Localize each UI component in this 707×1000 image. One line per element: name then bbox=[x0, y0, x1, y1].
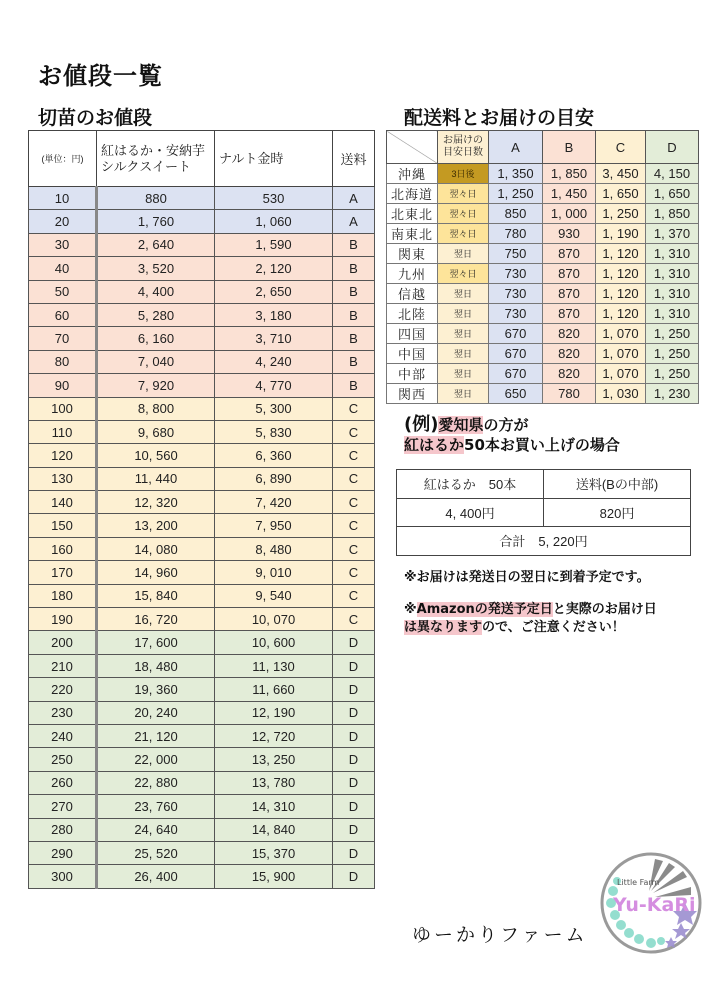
zone-d-fee-cell: 1, 230 bbox=[646, 384, 699, 404]
farm-name: ゆーかりファーム bbox=[412, 924, 588, 946]
zone-c-fee-cell: 1, 120 bbox=[596, 264, 646, 284]
beni-price-cell: 4, 400 bbox=[97, 280, 215, 303]
delivery-days-header bbox=[438, 131, 489, 164]
beni-price-cell: 14, 080 bbox=[97, 537, 215, 560]
price-row bbox=[29, 724, 375, 747]
zone-cell: D bbox=[333, 795, 375, 818]
price-row bbox=[29, 584, 375, 607]
beni-price-cell: 24, 640 bbox=[97, 818, 215, 841]
quantity-cell: 250 bbox=[29, 748, 97, 771]
delivery-days-cell: 翌々日 bbox=[438, 204, 489, 224]
delivery-days-cell: 翌日 bbox=[438, 344, 489, 364]
naruto-price-cell: 6, 890 bbox=[215, 467, 333, 490]
quantity-cell: 30 bbox=[29, 233, 97, 256]
shipping-table bbox=[386, 130, 699, 404]
quantity-cell: 160 bbox=[29, 537, 97, 560]
delivery-days-cell: 翌日 bbox=[438, 284, 489, 304]
naruto-price-cell: 1, 590 bbox=[215, 233, 333, 256]
beni-price-cell: 26, 400 bbox=[97, 865, 215, 888]
zone-cell: D bbox=[333, 678, 375, 701]
zone-b-fee-cell: 780 bbox=[543, 384, 596, 404]
shipping-row bbox=[387, 184, 699, 204]
example-total-row bbox=[397, 527, 691, 556]
zone-cell: D bbox=[333, 748, 375, 771]
price-row bbox=[29, 491, 375, 514]
naruto-price-cell: 1, 060 bbox=[215, 210, 333, 233]
zone-cell: C bbox=[333, 467, 375, 490]
logo-circle-icon bbox=[599, 851, 703, 955]
price-row bbox=[29, 561, 375, 584]
zone-cell: B bbox=[333, 303, 375, 326]
shipping-row bbox=[387, 364, 699, 384]
delivery-note: ※お届けは発送日の翌日に到着予定です。 bbox=[404, 570, 650, 585]
shipping-row bbox=[387, 324, 699, 344]
note-highlight-amazon: Amazonの発送予定日 bbox=[416, 602, 553, 617]
quantity-cell: 190 bbox=[29, 608, 97, 631]
beni-price-cell: 19, 360 bbox=[97, 678, 215, 701]
example-item-label: 紅はるか 50本 bbox=[397, 470, 544, 499]
naruto-price-cell: 530 bbox=[215, 187, 333, 210]
zone-c-fee-cell: 1, 120 bbox=[596, 304, 646, 324]
days-header-line1: お届けの bbox=[443, 135, 483, 146]
price-row bbox=[29, 444, 375, 467]
naruto-price-cell: 12, 190 bbox=[215, 701, 333, 724]
shipping-row bbox=[387, 164, 699, 184]
zone-b-header: B bbox=[543, 131, 596, 164]
naruto-price-cell: 12, 720 bbox=[215, 724, 333, 747]
price-row bbox=[29, 327, 375, 350]
zone-c-header: C bbox=[596, 131, 646, 164]
beni-header-line2: シルクスイート bbox=[101, 158, 192, 174]
example-product-highlight: 紅はるか bbox=[404, 436, 465, 454]
price-row bbox=[29, 280, 375, 303]
logo-main-text: Yu-KaRi bbox=[613, 894, 696, 916]
zone-a-header: A bbox=[489, 131, 543, 164]
naruto-price-cell: 10, 070 bbox=[215, 608, 333, 631]
quantity-cell: 150 bbox=[29, 514, 97, 537]
zone-b-fee-cell: 820 bbox=[543, 364, 596, 384]
delivery-days-cell: 3日後 bbox=[438, 164, 489, 184]
zone-b-fee-cell: 820 bbox=[543, 344, 596, 364]
beni-header bbox=[97, 131, 215, 187]
zone-a-fee-cell: 730 bbox=[489, 264, 543, 284]
zone-cell: D bbox=[333, 818, 375, 841]
price-row bbox=[29, 818, 375, 841]
zone-cell: D bbox=[333, 865, 375, 888]
zone-cell: B bbox=[333, 350, 375, 373]
quantity-cell: 270 bbox=[29, 795, 97, 818]
quantity-cell: 10 bbox=[29, 187, 97, 210]
zone-cell: D bbox=[333, 841, 375, 864]
price-row bbox=[29, 865, 375, 888]
quantity-cell: 170 bbox=[29, 561, 97, 584]
naruto-price-cell: 13, 780 bbox=[215, 771, 333, 794]
quantity-cell: 300 bbox=[29, 865, 97, 888]
naruto-price-cell: 3, 180 bbox=[215, 303, 333, 326]
quantity-cell: 130 bbox=[29, 467, 97, 490]
quantity-cell: 70 bbox=[29, 327, 97, 350]
price-row bbox=[29, 467, 375, 490]
price-row bbox=[29, 233, 375, 256]
delivery-days-cell: 翌日 bbox=[438, 244, 489, 264]
zone-b-fee-cell: 870 bbox=[543, 264, 596, 284]
zone-b-fee-cell: 1, 450 bbox=[543, 184, 596, 204]
naruto-price-cell: 14, 840 bbox=[215, 818, 333, 841]
naruto-price-cell: 6, 360 bbox=[215, 444, 333, 467]
page-title: お値段一覧 bbox=[38, 62, 163, 90]
beni-price-cell: 17, 600 bbox=[97, 631, 215, 654]
zone-d-fee-cell: 1, 310 bbox=[646, 304, 699, 324]
zone-c-fee-cell: 1, 070 bbox=[596, 344, 646, 364]
naruto-price-cell: 9, 010 bbox=[215, 561, 333, 584]
zone-cell: C bbox=[333, 514, 375, 537]
zone-cell: B bbox=[333, 280, 375, 303]
delivery-days-cell: 翌々日 bbox=[438, 264, 489, 284]
beni-price-cell: 7, 920 bbox=[97, 374, 215, 397]
shipping-row bbox=[387, 284, 699, 304]
unit-header: (単位：円) bbox=[29, 131, 97, 187]
example-prefix: (例) bbox=[404, 414, 439, 435]
region-cell: 四国 bbox=[387, 324, 438, 344]
price-row bbox=[29, 397, 375, 420]
beni-header-line1: 紅はるか・安納芋 bbox=[101, 142, 206, 158]
zone-cell: C bbox=[333, 491, 375, 514]
zone-d-fee-cell: 1, 250 bbox=[646, 364, 699, 384]
zone-d-fee-cell: 1, 310 bbox=[646, 264, 699, 284]
shipping-row bbox=[387, 344, 699, 364]
zone-c-fee-cell: 1, 070 bbox=[596, 324, 646, 344]
quantity-cell: 210 bbox=[29, 654, 97, 677]
zone-a-fee-cell: 670 bbox=[489, 364, 543, 384]
price-row bbox=[29, 608, 375, 631]
region-cell: 中部 bbox=[387, 364, 438, 384]
zone-d-fee-cell: 1, 310 bbox=[646, 284, 699, 304]
beni-price-cell: 9, 680 bbox=[97, 420, 215, 443]
quantity-cell: 230 bbox=[29, 701, 97, 724]
beni-price-cell: 23, 760 bbox=[97, 795, 215, 818]
naruto-price-cell: 11, 660 bbox=[215, 678, 333, 701]
quantity-cell: 60 bbox=[29, 303, 97, 326]
beni-price-cell: 6, 160 bbox=[97, 327, 215, 350]
zone-d-fee-cell: 1, 250 bbox=[646, 344, 699, 364]
quantity-cell: 260 bbox=[29, 771, 97, 794]
price-table-header bbox=[29, 131, 375, 187]
zone-cell: B bbox=[333, 327, 375, 350]
region-cell: 信越 bbox=[387, 284, 438, 304]
price-row bbox=[29, 420, 375, 443]
zone-cell: C bbox=[333, 420, 375, 443]
delivery-days-cell: 翌日 bbox=[438, 304, 489, 324]
zone-d-fee-cell: 1, 310 bbox=[646, 244, 699, 264]
shipping-table-header bbox=[387, 131, 699, 164]
zone-d-fee-cell: 1, 250 bbox=[646, 324, 699, 344]
zone-a-fee-cell: 730 bbox=[489, 304, 543, 324]
price-table bbox=[28, 130, 375, 889]
zone-cell: D bbox=[333, 771, 375, 794]
zone-cell: A bbox=[333, 187, 375, 210]
region-cell: 九州 bbox=[387, 264, 438, 284]
region-cell: 関東 bbox=[387, 244, 438, 264]
price-section-heading: 切苗のお値段 bbox=[38, 107, 153, 129]
quantity-cell: 100 bbox=[29, 397, 97, 420]
zone-a-fee-cell: 1, 350 bbox=[489, 164, 543, 184]
naruto-price-cell: 15, 900 bbox=[215, 865, 333, 888]
beni-price-cell: 11, 440 bbox=[97, 467, 215, 490]
delivery-days-cell: 翌日 bbox=[438, 364, 489, 384]
zone-cell: C bbox=[333, 397, 375, 420]
amazon-note bbox=[404, 601, 657, 637]
zone-cell: D bbox=[333, 724, 375, 747]
beni-price-cell: 22, 000 bbox=[97, 748, 215, 771]
zone-c-fee-cell: 1, 120 bbox=[596, 284, 646, 304]
region-cell: 北陸 bbox=[387, 304, 438, 324]
zone-a-fee-cell: 730 bbox=[489, 284, 543, 304]
quantity-cell: 140 bbox=[29, 491, 97, 514]
naruto-price-cell: 4, 240 bbox=[215, 350, 333, 373]
delivery-days-cell: 翌日 bbox=[438, 324, 489, 344]
beni-price-cell: 25, 520 bbox=[97, 841, 215, 864]
quantity-cell: 40 bbox=[29, 257, 97, 280]
beni-price-cell: 1, 760 bbox=[97, 210, 215, 233]
zone-cell: B bbox=[333, 233, 375, 256]
zone-a-fee-cell: 750 bbox=[489, 244, 543, 264]
example-line2-rest: 50本お買い上げの場合 bbox=[464, 436, 620, 454]
example-heading-line2 bbox=[404, 434, 620, 455]
zone-c-fee-cell: 1, 650 bbox=[596, 184, 646, 204]
naruto-price-cell: 11, 130 bbox=[215, 654, 333, 677]
zone-cell: A bbox=[333, 210, 375, 233]
naruto-price-cell: 8, 480 bbox=[215, 537, 333, 560]
zone-d-fee-cell: 1, 850 bbox=[646, 204, 699, 224]
price-row bbox=[29, 210, 375, 233]
price-row bbox=[29, 303, 375, 326]
zone-a-fee-cell: 780 bbox=[489, 224, 543, 244]
beni-price-cell: 880 bbox=[97, 187, 215, 210]
region-cell: 南東北 bbox=[387, 224, 438, 244]
naruto-price-cell: 9, 540 bbox=[215, 584, 333, 607]
quantity-cell: 220 bbox=[29, 678, 97, 701]
zone-a-fee-cell: 850 bbox=[489, 204, 543, 224]
zone-b-fee-cell: 870 bbox=[543, 244, 596, 264]
quantity-cell: 180 bbox=[29, 584, 97, 607]
farm-logo bbox=[599, 851, 703, 955]
zone-b-fee-cell: 820 bbox=[543, 324, 596, 344]
quantity-cell: 240 bbox=[29, 724, 97, 747]
example-prices-row bbox=[397, 498, 691, 527]
zone-d-fee-cell: 1, 370 bbox=[646, 224, 699, 244]
naruto-price-cell: 13, 250 bbox=[215, 748, 333, 771]
zone-cell: B bbox=[333, 257, 375, 280]
naruto-price-cell: 5, 830 bbox=[215, 420, 333, 443]
zone-a-fee-cell: 650 bbox=[489, 384, 543, 404]
quantity-cell: 110 bbox=[29, 420, 97, 443]
example-item-price: 4, 400円 bbox=[397, 498, 544, 527]
price-row bbox=[29, 678, 375, 701]
zone-c-fee-cell: 1, 070 bbox=[596, 364, 646, 384]
price-row bbox=[29, 374, 375, 397]
zone-b-fee-cell: 870 bbox=[543, 304, 596, 324]
quantity-cell: 20 bbox=[29, 210, 97, 233]
price-row bbox=[29, 350, 375, 373]
zone-c-fee-cell: 1, 190 bbox=[596, 224, 646, 244]
quantity-cell: 50 bbox=[29, 280, 97, 303]
zone-cell: C bbox=[333, 608, 375, 631]
beni-price-cell: 8, 800 bbox=[97, 397, 215, 420]
note-rest: ので、ご注意ください！ bbox=[482, 620, 625, 635]
zone-cell: D bbox=[333, 701, 375, 724]
example-total: 合計 5, 220円 bbox=[397, 527, 691, 556]
quantity-cell: 120 bbox=[29, 444, 97, 467]
note-highlight-differ: は異なります bbox=[404, 620, 483, 635]
price-row bbox=[29, 631, 375, 654]
beni-price-cell: 10, 560 bbox=[97, 444, 215, 467]
quantity-cell: 200 bbox=[29, 631, 97, 654]
zone-c-fee-cell: 1, 030 bbox=[596, 384, 646, 404]
zone-cell: D bbox=[333, 631, 375, 654]
beni-price-cell: 2, 640 bbox=[97, 233, 215, 256]
quantity-cell: 280 bbox=[29, 818, 97, 841]
shipping-row bbox=[387, 244, 699, 264]
price-row bbox=[29, 748, 375, 771]
price-row bbox=[29, 537, 375, 560]
price-row bbox=[29, 187, 375, 210]
zone-cell: B bbox=[333, 374, 375, 397]
price-row bbox=[29, 771, 375, 794]
logo-small-text: Little Farm bbox=[617, 878, 660, 887]
region-cell: 中国 bbox=[387, 344, 438, 364]
price-row bbox=[29, 841, 375, 864]
example-table bbox=[396, 469, 691, 556]
beni-price-cell: 3, 520 bbox=[97, 257, 215, 280]
beni-price-cell: 16, 720 bbox=[97, 608, 215, 631]
example-heading-line1 bbox=[404, 410, 528, 436]
naruto-price-cell: 2, 120 bbox=[215, 257, 333, 280]
example-shipping-label: 送料(Bの中部) bbox=[544, 470, 691, 499]
beni-price-cell: 7, 040 bbox=[97, 350, 215, 373]
shipping-row bbox=[387, 304, 699, 324]
shipping-row bbox=[387, 264, 699, 284]
beni-price-cell: 15, 840 bbox=[97, 584, 215, 607]
delivery-days-cell: 翌日 bbox=[438, 384, 489, 404]
naruto-price-cell: 4, 770 bbox=[215, 374, 333, 397]
shipping-row bbox=[387, 204, 699, 224]
zone-cell: C bbox=[333, 561, 375, 584]
naruto-price-cell: 15, 370 bbox=[215, 841, 333, 864]
zone-cell: D bbox=[333, 654, 375, 677]
price-row bbox=[29, 654, 375, 677]
delivery-days-cell: 翌々日 bbox=[438, 224, 489, 244]
beni-price-cell: 21, 120 bbox=[97, 724, 215, 747]
naruto-price-cell: 7, 950 bbox=[215, 514, 333, 537]
example-prefecture-highlight: 愛知県 bbox=[438, 416, 484, 434]
naruto-price-cell: 14, 310 bbox=[215, 795, 333, 818]
shipping-row bbox=[387, 224, 699, 244]
naruto-header: ナルト金時 bbox=[215, 131, 333, 187]
zone-cell: C bbox=[333, 444, 375, 467]
price-row bbox=[29, 795, 375, 818]
shipping-zone-header: 送料 bbox=[333, 131, 375, 187]
zone-b-fee-cell: 1, 000 bbox=[543, 204, 596, 224]
quantity-cell: 290 bbox=[29, 841, 97, 864]
zone-b-fee-cell: 930 bbox=[543, 224, 596, 244]
zone-cell: C bbox=[333, 584, 375, 607]
shipping-section-heading: 配送料とお届けの目安 bbox=[404, 107, 595, 129]
naruto-price-cell: 3, 710 bbox=[215, 327, 333, 350]
zone-b-fee-cell: 870 bbox=[543, 284, 596, 304]
price-row bbox=[29, 514, 375, 537]
example-labels-row bbox=[397, 470, 691, 499]
beni-price-cell: 12, 320 bbox=[97, 491, 215, 514]
note-mark: ※ bbox=[404, 602, 417, 617]
zone-a-fee-cell: 670 bbox=[489, 344, 543, 364]
zone-d-fee-cell: 4, 150 bbox=[646, 164, 699, 184]
quantity-cell: 80 bbox=[29, 350, 97, 373]
days-header-line2: 目安日数 bbox=[443, 147, 483, 158]
beni-price-cell: 13, 200 bbox=[97, 514, 215, 537]
zone-c-fee-cell: 1, 120 bbox=[596, 244, 646, 264]
naruto-price-cell: 2, 650 bbox=[215, 280, 333, 303]
price-row bbox=[29, 257, 375, 280]
region-cell: 沖縄 bbox=[387, 164, 438, 184]
zone-c-fee-cell: 3, 450 bbox=[596, 164, 646, 184]
delivery-days-cell: 翌々日 bbox=[438, 184, 489, 204]
zone-c-fee-cell: 1, 250 bbox=[596, 204, 646, 224]
zone-a-fee-cell: 1, 250 bbox=[489, 184, 543, 204]
naruto-price-cell: 7, 420 bbox=[215, 491, 333, 514]
example-shipping-price: 820円 bbox=[544, 498, 691, 527]
beni-price-cell: 14, 960 bbox=[97, 561, 215, 584]
naruto-price-cell: 5, 300 bbox=[215, 397, 333, 420]
beni-price-cell: 20, 240 bbox=[97, 701, 215, 724]
example-line1-rest: の方が bbox=[483, 416, 529, 434]
beni-price-cell: 5, 280 bbox=[97, 303, 215, 326]
region-cell: 北海道 bbox=[387, 184, 438, 204]
beni-price-cell: 18, 480 bbox=[97, 654, 215, 677]
note-mid: と実際のお届け日 bbox=[552, 602, 657, 617]
region-cell: 北東北 bbox=[387, 204, 438, 224]
zone-cell: C bbox=[333, 537, 375, 560]
zone-b-fee-cell: 1, 850 bbox=[543, 164, 596, 184]
region-cell: 関西 bbox=[387, 384, 438, 404]
zone-a-fee-cell: 670 bbox=[489, 324, 543, 344]
zone-d-fee-cell: 1, 650 bbox=[646, 184, 699, 204]
shipping-row bbox=[387, 384, 699, 404]
beni-price-cell: 22, 880 bbox=[97, 771, 215, 794]
diagonal-corner-cell bbox=[387, 131, 438, 164]
quantity-cell: 90 bbox=[29, 374, 97, 397]
zone-d-header: D bbox=[646, 131, 699, 164]
naruto-price-cell: 10, 600 bbox=[215, 631, 333, 654]
price-row bbox=[29, 701, 375, 724]
